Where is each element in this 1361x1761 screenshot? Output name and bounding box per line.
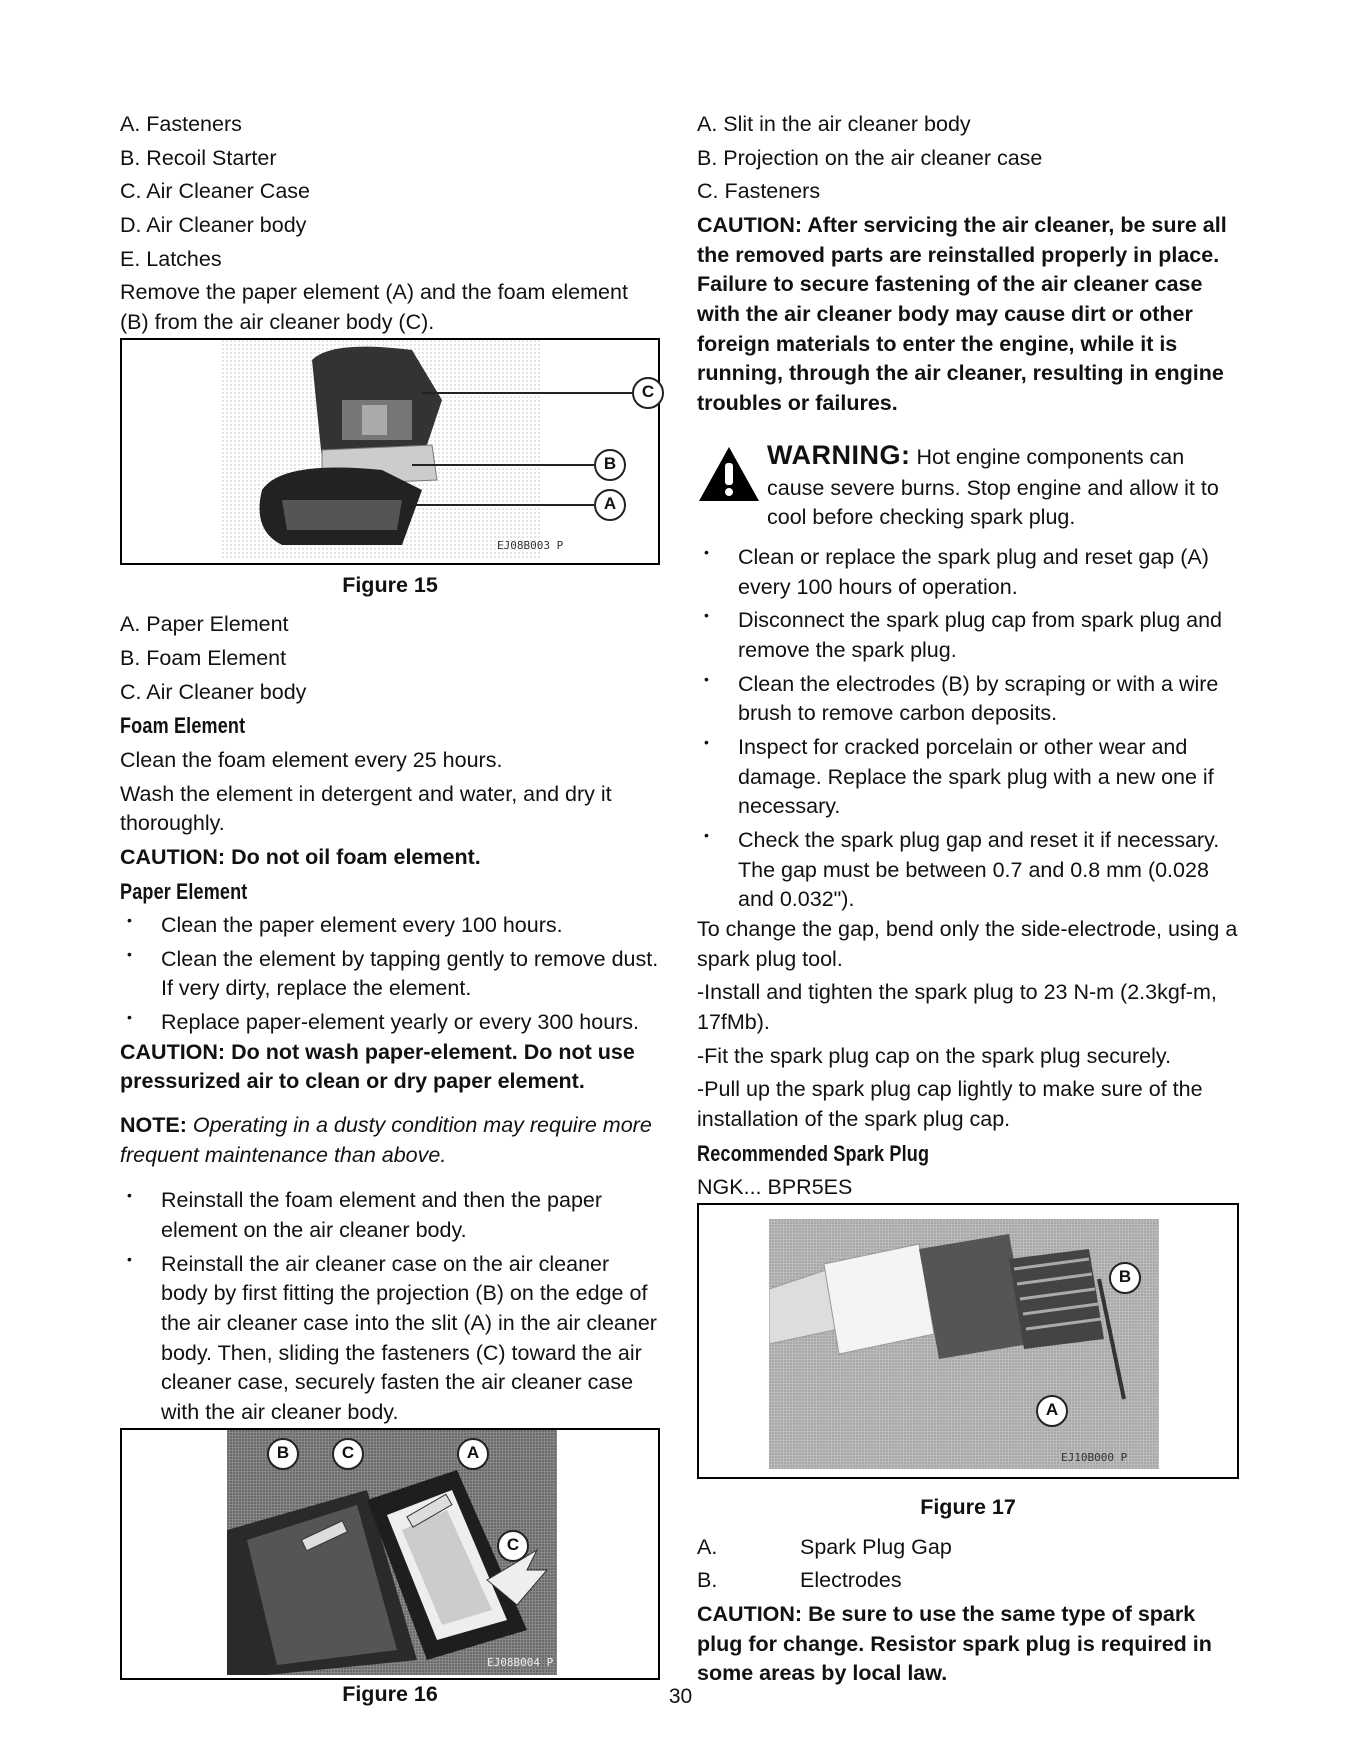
servicing-caution: CAUTION: After servicing the air cleaner, be sure all the removed parts are reinstalled properly in place. Failure to secure fastening of the air cleaner case with the air cleaner body may cause dirt or other foreign materials to enter the engine, while it is running, through the air cleaner, resulting in engine troubles or failures. — [697, 212, 1227, 415]
legend-fasteners: C. Fasteners — [697, 179, 821, 204]
legend-air-cleaner-case: C. Air Cleaner Case — [120, 179, 310, 204]
list-item: • Clean the paper element every 100 hours. — [120, 911, 660, 941]
legend-fasteners: A. Fasteners — [120, 112, 242, 136]
warning-box — [697, 437, 1239, 534]
air-cleaner-photo — [222, 340, 542, 560]
legend-latches: E. Latches — [120, 246, 222, 271]
list-item: • Clean the electrodes (B) by scraping or with a wire brush to remove carbon deposits. — [697, 670, 1239, 729]
list-item: • Clean the element by tapping gently to remove dust. If very dirty, replace the element. — [120, 945, 660, 1004]
figure-16 — [120, 1428, 660, 1680]
pull-paragraph: -Pull up the spark plug cap lightly to make sure of the installation of the spark plug cap. — [697, 1077, 1203, 1131]
remove-elements-paragraph: Remove the paper element (A) and the foam element (B) from the air cleaner body (C). — [120, 280, 628, 334]
install-paragraph: -Install and tighten the spark plug to 23 N-m (2.3kgf-m, 17fMb). — [697, 980, 1217, 1034]
callout-c: C — [632, 377, 664, 409]
gap-paragraph: To change the gap, bend only the side-electrode, using a spark plug tool. — [697, 917, 1238, 971]
callout-b: B — [1109, 1262, 1141, 1294]
recommended-plug-value: NGK... BPR5ES — [697, 1175, 853, 1200]
list-item: • Clean or replace the spark plug and reset gap (A) every 100 hours of operation. — [697, 543, 1239, 602]
legend-slit: A. Slit in the air cleaner body — [697, 112, 971, 136]
list-item: • Inspect for cracked porcelain or other wear and damage. Replace the spark plug with a new one if necessary. — [697, 733, 1239, 822]
list-item: • Reinstall the foam element and then the paper element on the air cleaner body. — [120, 1186, 660, 1245]
spark-plug-caution: CAUTION: Be sure to use the same type of spark plug for change. Resistor spark plug is required in some areas by local law. — [697, 1601, 1212, 1686]
figure-15 — [120, 338, 660, 565]
foam-wash-text: Wash the element in detergent and water, and dry it thoroughly. — [120, 781, 612, 836]
figure-16-caption: Figure 16 — [342, 1681, 438, 1706]
callout-a: A — [594, 489, 626, 521]
spark-plug-photo — [769, 1219, 1159, 1469]
callout-a: A — [457, 1438, 489, 1470]
legend-projection: B. Projection on the air cleaner case — [697, 145, 1043, 170]
figure-code: EJ10B000 P — [1061, 1450, 1128, 1464]
spark-plug-list — [697, 543, 1239, 915]
legend-value: Electrodes — [800, 1568, 902, 1593]
legend-air-cleaner-body: D. Air Cleaner body — [120, 212, 307, 237]
legend-key: A. — [697, 1534, 718, 1559]
legend-row — [697, 1566, 1239, 1596]
foam-interval-text: Clean the foam element every 25 hours. — [120, 747, 503, 772]
reinstall-list — [120, 1186, 660, 1427]
callout-b: B — [267, 1438, 299, 1470]
note-text: Operating in a dusty condition may require more frequent maintenance than above. — [120, 1113, 652, 1167]
page-number: 30 — [668, 1685, 693, 1708]
figure-code: EJ08B004 P — [487, 1655, 554, 1669]
list-item: • Disconnect the spark plug cap from spark plug and remove the spark plug. — [697, 606, 1239, 665]
callout-a: A — [1036, 1395, 1068, 1427]
fit-paragraph: -Fit the spark plug cap on the spark plug securely. — [697, 1043, 1172, 1068]
recommended-plug-heading: Recommended Spark Plug — [697, 1140, 930, 1166]
legend-row — [697, 1533, 1239, 1563]
list-item: • Check the spark plug gap and reset it if necessary. The gap must be between 0.7 and 0.8 mm (0.028 and 0.032"). — [697, 826, 1239, 915]
legend-air-cleaner-body-2: C. Air Cleaner body — [120, 679, 307, 704]
warning-text — [767, 437, 1239, 534]
legend-paper-element: A. Paper Element — [120, 612, 289, 637]
paper-element-list — [120, 911, 660, 1038]
legend-foam-element: B. Foam Element — [120, 645, 287, 670]
legend-key: B. — [697, 1568, 718, 1593]
warning-label: WARNING: — [767, 439, 911, 470]
figure-17 — [697, 1203, 1239, 1479]
figure-17-caption: Figure 17 — [920, 1494, 1016, 1519]
callout-c: C — [497, 1530, 529, 1562]
note-label: NOTE: — [120, 1113, 187, 1138]
list-item: • Replace paper-element yearly or every 300 hours. — [120, 1008, 660, 1038]
legend-recoil-starter: B. Recoil Starter — [120, 145, 277, 170]
right-column — [697, 110, 1239, 1693]
list-item: • Reinstall the air cleaner case on the air cleaner body by first fitting the projection (B) on the edge of the air cleaner case into the slit (A) in the air cleaner body. Then, sliding the fasteners (C) toward the air cleaner case, securely fasten the air cleaner case with the air cleaner body. — [120, 1250, 660, 1428]
paper-element-heading: Paper Element — [120, 878, 248, 904]
paper-caution: CAUTION: Do not wash paper-element. Do not use pressurized air to clean or dry paper element. — [120, 1039, 635, 1094]
legend-value: Spark Plug Gap — [800, 1534, 952, 1559]
foam-caution: CAUTION: Do not oil foam element. — [120, 844, 481, 869]
left-column — [120, 110, 660, 1719]
note — [120, 1111, 660, 1170]
figure-15-caption: Figure 15 — [342, 572, 438, 597]
figure-code: EJ08B003 P — [497, 538, 564, 552]
warning-triangle-icon — [697, 437, 767, 534]
callout-b: B — [594, 449, 626, 481]
warning-body: Hot engine components can cause severe burns. Stop engine and allow it to cool before checking spark plug. — [767, 444, 1219, 530]
callout-c: C — [332, 1438, 364, 1470]
foam-element-heading: Foam Element — [120, 713, 246, 739]
